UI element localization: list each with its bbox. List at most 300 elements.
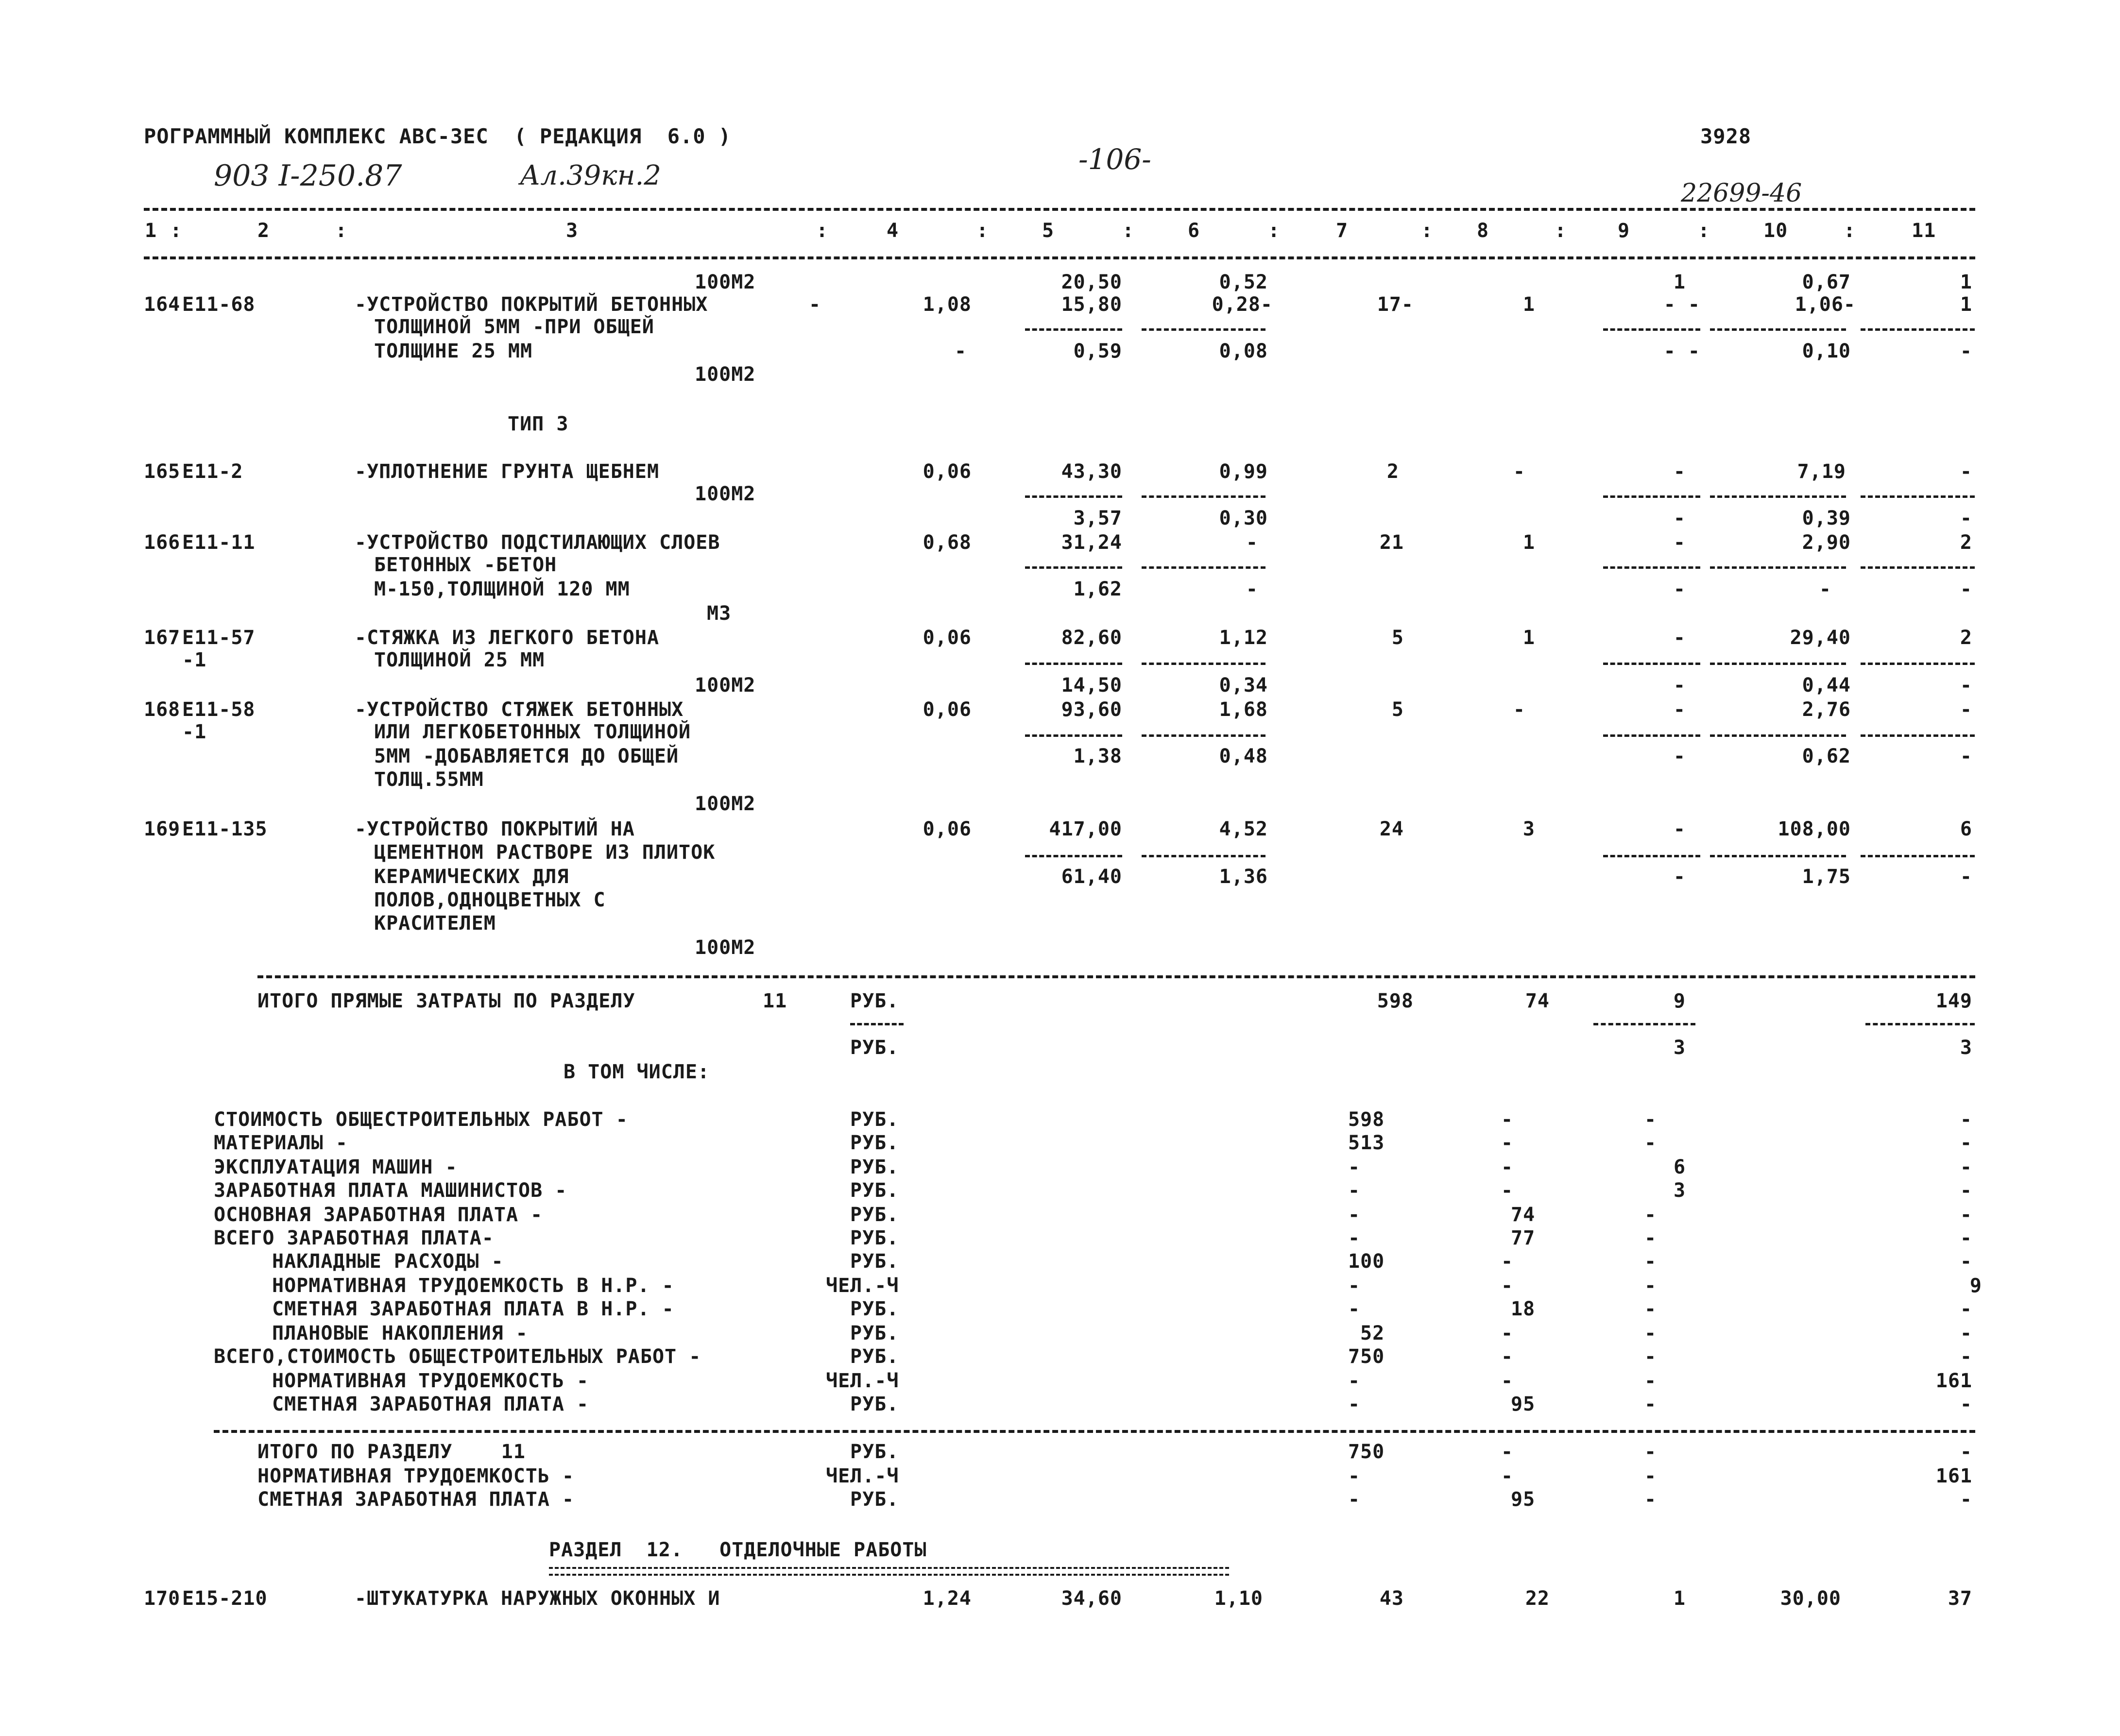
cell-value: 1: [1960, 271, 1972, 293]
cell-value: -: [1673, 866, 1686, 888]
cell-value: -: [1348, 1156, 1361, 1178]
cell-value: 0,39: [1802, 507, 1851, 529]
cell-value: -: [1960, 1488, 1972, 1511]
row-description: -УСТРОЙСТВО ПОКРЫТИЙ БЕТОННЫХ: [355, 293, 708, 316]
cell-value: -: [1960, 340, 1972, 362]
unit-label: 100М2: [695, 936, 756, 959]
cell-rule: [1710, 734, 1846, 737]
row-description: ТОЛЩИНОЙ 5ММ -ПРИ ОБЩЕЙ: [374, 316, 654, 338]
column-separator: :: [1844, 220, 1856, 242]
cell-value: 100: [1348, 1250, 1385, 1273]
cell-rule: [1142, 663, 1265, 665]
cell-value: 82,60: [1061, 627, 1122, 649]
cell-value: -: [1673, 698, 1686, 721]
cell-value: -: [1960, 1250, 1972, 1273]
unit-label: РУБ.: [850, 1179, 899, 1202]
row-description: ТОЛЩИНОЙ 25 ММ: [374, 649, 545, 671]
cell-rule: [1142, 328, 1265, 331]
item-label: ИТОГО ПО РАЗДЕЛУ 11: [257, 1441, 526, 1463]
cell-rule: [1025, 495, 1122, 498]
cell-value: -: [1960, 1441, 1972, 1463]
cell-value: -: [1960, 1156, 1972, 1178]
cell-value: -: [1501, 1250, 1514, 1273]
row-number: 164: [144, 293, 181, 316]
cell-value: -: [1644, 1227, 1657, 1249]
row-number: 165: [144, 460, 181, 483]
cell-value: 9: [1969, 1275, 1982, 1297]
row-description: -СТЯЖКА ИЗ ЛЕГКОГО БЕТОНА: [355, 627, 660, 649]
cell-value: 0,30: [1219, 507, 1268, 529]
cell-value: -: [1501, 1179, 1514, 1202]
cell-value: -: [1501, 1275, 1514, 1297]
row-code: Е15-210: [182, 1587, 268, 1610]
cell-value: -: [1348, 1370, 1361, 1392]
unit-label: ЧЕЛ.-Ч: [826, 1370, 899, 1392]
cell-value: 43: [1379, 1587, 1404, 1610]
cell-value: -: [1644, 1132, 1657, 1154]
cell-rule: [1861, 495, 1975, 498]
cell-value: 2: [1960, 531, 1972, 554]
cell-rule: [1025, 734, 1122, 737]
cell-value: 29,40: [1790, 627, 1851, 649]
column-separator: :: [976, 220, 989, 242]
row-code: Е11-68: [182, 293, 256, 316]
column-4: 4: [887, 220, 899, 242]
unit-label: РУБ.: [850, 1393, 899, 1415]
totals-section: 11: [763, 990, 787, 1012]
item-label: ПЛАНОВЫЕ НАКОПЛЕНИЯ -: [272, 1322, 528, 1345]
cell-rule: [1710, 663, 1846, 665]
cell-value: 2,90: [1802, 531, 1851, 554]
unit-label: РУБ.: [850, 1298, 899, 1320]
cell-value: -: [1960, 698, 1972, 721]
cell-value: 417,00: [1049, 818, 1122, 840]
cell-value: 0,62: [1802, 745, 1851, 767]
item-label: ВСЕГО ЗАРАБОТНАЯ ПЛАТА-: [214, 1227, 494, 1249]
item-label: НОРМАТИВНАЯ ТРУДОЕМКОСТЬ В Н.Р. -: [272, 1275, 674, 1297]
cell-value: 1,75: [1802, 866, 1851, 888]
cell-value: -: [1673, 627, 1686, 649]
cell-value: 61,40: [1061, 866, 1122, 888]
cell-value: -: [1246, 531, 1258, 554]
cell-value: -: [1819, 578, 1831, 600]
column-8: 8: [1477, 220, 1489, 242]
row-code: Е11-57: [182, 627, 256, 649]
item-label: НОРМАТИВНАЯ ТРУДОЕМКОСТЬ -: [272, 1370, 589, 1392]
cell-rule: [1710, 328, 1846, 331]
unit-label: РУБ.: [850, 1322, 899, 1345]
section-heading-underline: [549, 1567, 1229, 1576]
cell-value: -: [1644, 1298, 1657, 1320]
cell-value: 1: [1522, 293, 1535, 316]
cell-value: 0,48: [1219, 745, 1268, 767]
cell-value: -: [1501, 1465, 1514, 1487]
cell-value: -: [1644, 1345, 1657, 1368]
cell-value: -: [1960, 1298, 1972, 1320]
cell-value: -: [1501, 1132, 1514, 1154]
cell-rule: [1142, 495, 1265, 498]
row-description: ТОЛЩИНЕ 25 ММ: [374, 340, 533, 362]
cell-value: 6: [1674, 1156, 1686, 1178]
cell-value: 5: [1391, 627, 1404, 649]
cell-value: 7,19: [1797, 460, 1846, 483]
cell-value: 0,68: [923, 531, 972, 554]
item-label: ЗАРАБОТНАЯ ПЛАТА МАШИНИСТОВ -: [214, 1179, 567, 1202]
cell-value: - -: [1663, 340, 1700, 362]
row-description: -ШТУКАТУРКА НАРУЖНЫХ ОКОННЫХ И: [355, 1587, 720, 1610]
cell-rule: [1603, 328, 1700, 331]
cell-value: -: [1501, 1156, 1514, 1178]
item-label: МАТЕРИАЛЫ -: [214, 1132, 348, 1154]
cell-value: 1,12: [1219, 627, 1268, 649]
cell-value: -: [1644, 1441, 1657, 1463]
cell-value: -: [1673, 745, 1686, 767]
row-description: БЕТОННЫХ -БЕТОН: [374, 554, 557, 576]
cell-value: 34,60: [1061, 1587, 1122, 1610]
cell-value: 37: [1948, 1587, 1972, 1610]
cell-value: 3: [1674, 1179, 1686, 1202]
cell-value: -: [1348, 1465, 1361, 1487]
unit-label: ЧЕЛ.-Ч: [826, 1275, 899, 1297]
cell-value: -: [1673, 460, 1686, 483]
header-top-rule: [144, 208, 1975, 211]
column-10: 10: [1763, 220, 1788, 242]
cell-value: -: [1960, 1204, 1972, 1226]
unit-label: 100М2: [695, 674, 756, 697]
unit-label: 100М2: [695, 271, 756, 293]
cell-value: 0,28-: [1212, 293, 1273, 316]
cell-value: -: [1960, 1108, 1972, 1131]
item-label: ЭКСПЛУАТАЦИЯ МАШИН -: [214, 1156, 458, 1178]
cell-value: 750: [1348, 1441, 1385, 1463]
row-code: -1: [182, 649, 207, 671]
type-heading: ТИП 3: [508, 413, 569, 435]
cell-value: 24: [1379, 818, 1404, 840]
item-label: ВСЕГО,СТОИМОСТЬ ОБЩЕСТРОИТЕЛЬНЫХ РАБОТ -: [214, 1345, 701, 1368]
cell-value: 1,10: [1214, 1587, 1263, 1610]
unit-label: РУБ.: [850, 1345, 899, 1368]
row-description: ЦЕМЕНТНОМ РАСТВОРЕ ИЗ ПЛИТОК: [374, 841, 716, 864]
cell-rule: [1603, 566, 1700, 569]
column-separator: :: [335, 220, 348, 242]
cell-rule: [1861, 566, 1975, 569]
cell-value: -: [1501, 1345, 1514, 1368]
column-11: 11: [1912, 220, 1936, 242]
cell-value: 161: [1935, 1465, 1972, 1487]
unit-label: РУБ.: [850, 1250, 899, 1273]
item-label: СМЕТНАЯ ЗАРАБОТНАЯ ПЛАТА -: [257, 1488, 575, 1511]
cell-value: 22: [1525, 1587, 1550, 1610]
row-code: Е11-135: [182, 818, 268, 840]
cell-value: 0,59: [1073, 340, 1122, 362]
column-separator: :: [1268, 220, 1281, 242]
cell-value: -: [1644, 1393, 1657, 1415]
cell-rule: [1603, 855, 1700, 857]
inventory-number: 22699-46: [1681, 179, 1802, 208]
column-separator: :: [1555, 220, 1567, 242]
row-description: -УСТРОЙСТВО СТЯЖЕК БЕТОННЫХ: [355, 698, 684, 721]
cell-value: 6: [1960, 818, 1972, 840]
column-1: 1: [145, 220, 157, 242]
cell-value: -: [1960, 1393, 1972, 1415]
cell-value: -: [1501, 1370, 1514, 1392]
cell-rule: [1861, 855, 1975, 857]
including-heading: В ТОМ ЧИСЛЕ:: [564, 1061, 710, 1083]
row-description: -УСТРОЙСТВО ПОДСТИЛАЮЩИХ СЛОЕВ: [355, 531, 720, 554]
cell-value: 0,06: [923, 460, 972, 483]
cell-value: -: [1348, 1488, 1361, 1511]
cell-value: 43,30: [1061, 460, 1122, 483]
cell-value: 1: [1673, 1587, 1686, 1610]
cell-value: -: [1960, 507, 1972, 529]
cell-value: 30,00: [1780, 1587, 1841, 1610]
cell-value: -: [1644, 1465, 1657, 1487]
cell-rule: [1142, 566, 1265, 569]
row-number: 170: [144, 1587, 181, 1610]
item-label: НАКЛАДНЫЕ РАСХОДЫ -: [272, 1250, 504, 1273]
row-number: 167: [144, 627, 181, 649]
row-number: 166: [144, 531, 181, 554]
unit-label: ЧЕЛ.-Ч: [826, 1465, 899, 1487]
cell-value: 0,08: [1219, 340, 1268, 362]
cell-value: 0,52: [1219, 271, 1268, 293]
unit-label: РУБ.: [850, 1488, 899, 1511]
cell-value: 2,76: [1802, 698, 1851, 721]
cell-value: 20,50: [1061, 271, 1122, 293]
cell-value: 1,36: [1219, 866, 1268, 888]
column-separator: :: [170, 220, 183, 242]
unit-label: РУБ.: [850, 1441, 899, 1463]
cell-value: -: [1673, 818, 1686, 840]
cell-value: 77: [1511, 1227, 1536, 1249]
column-separator: :: [816, 220, 829, 242]
row-code: Е11-11: [182, 531, 256, 554]
cell-rule: [1865, 1023, 1975, 1025]
row-description: 5ММ -ДОБАВЛЯЕТСЯ ДО ОБЩЕЙ: [374, 745, 679, 767]
cell-value: 3,57: [1073, 507, 1122, 529]
cell-value: 1,38: [1073, 745, 1122, 767]
cell-value: 1: [1673, 271, 1686, 293]
item-label: ОСНОВНАЯ ЗАРАБОТНАЯ ПЛАТА -: [214, 1204, 543, 1226]
cell-value: -: [1501, 1322, 1514, 1345]
cell-value: 1: [1522, 627, 1535, 649]
column-7: 7: [1336, 220, 1349, 242]
cell-value: -: [1960, 1322, 1972, 1345]
unit-label: 100М2: [695, 363, 756, 386]
cell-value: -: [1960, 866, 1972, 888]
cell-value: 14,50: [1061, 674, 1122, 697]
cell-value: 750: [1348, 1345, 1385, 1368]
item-label: СМЕТНАЯ ЗАРАБОТНАЯ ПЛАТА В Н.Р. -: [272, 1298, 674, 1320]
cell-value: -: [1644, 1322, 1657, 1345]
row-description: М-150,ТОЛЩИНОЙ 120 ММ: [374, 578, 630, 600]
cell-rule: [1710, 855, 1846, 857]
album-reference: Ал.39кн.2: [520, 160, 661, 191]
column-3: 3: [566, 220, 579, 242]
unit-label: РУБ.: [850, 1037, 899, 1059]
cell-value: 31,24: [1061, 531, 1122, 554]
cell-value: -: [1960, 1132, 1972, 1154]
cell-value: -: [1644, 1488, 1657, 1511]
cell-value: -: [1673, 531, 1686, 554]
cell-rule: [1142, 855, 1265, 857]
unit-label: 100М2: [695, 793, 756, 815]
cell-value: -: [1501, 1441, 1514, 1463]
cell-rule: [1025, 566, 1122, 569]
cell-value: 5: [1391, 698, 1404, 721]
column-separator: :: [1421, 220, 1434, 242]
cell-value: -: [955, 340, 967, 362]
cell-value: -: [809, 293, 821, 316]
cell-rule: [1710, 495, 1846, 498]
cell-value: -: [1348, 1179, 1361, 1202]
cell-value: -: [1644, 1108, 1657, 1131]
cell-value: 0,44: [1802, 674, 1851, 697]
cell-value: 598: [1348, 1108, 1385, 1131]
cell-value: 74: [1511, 1204, 1536, 1226]
cell-value: 0,34: [1219, 674, 1268, 697]
row-description: -УСТРОЙСТВО ПОКРЫТИЙ НА: [355, 818, 635, 840]
project-code: 903 I-250.87: [214, 159, 402, 193]
cell-value: -: [1644, 1250, 1657, 1273]
cell-value: -: [1644, 1275, 1657, 1297]
section-total-rule: [214, 1430, 1975, 1433]
cell-rule: [1710, 566, 1846, 569]
row-number: 168: [144, 698, 181, 721]
cell-rule: [1861, 328, 1975, 331]
cell-rule: [1593, 1023, 1695, 1025]
column-6: 6: [1188, 220, 1200, 242]
cell-value: -: [1348, 1204, 1361, 1226]
cell-value: -: [1501, 1108, 1514, 1131]
unit-label: РУБ.: [850, 990, 899, 1012]
program-title: РОГРАММНЫЙ КОМПЛЕКС АВС-ЗЕС ( РЕДАКЦИЯ 6.0 ): [144, 124, 732, 148]
cell-value: 1: [1960, 293, 1972, 316]
cell-value: -: [1673, 578, 1686, 600]
cell-value: -: [1673, 674, 1686, 697]
cell-value: 1,06-: [1795, 293, 1856, 316]
item-label: СМЕТНАЯ ЗАРАБОТНАЯ ПЛАТА -: [272, 1393, 589, 1415]
cell-value: -: [1960, 674, 1972, 697]
cell-value: 18: [1511, 1298, 1536, 1320]
cell-value: 0,06: [923, 818, 972, 840]
column-5: 5: [1042, 220, 1055, 242]
unit-label: РУБ.: [850, 1132, 899, 1154]
row-number: 169: [144, 818, 181, 840]
row-description: ПОЛОВ,ОДНОЦВЕТНЫХ С: [374, 889, 606, 911]
cell-value: 0,06: [923, 698, 972, 721]
cell-value: 4,52: [1219, 818, 1268, 840]
cell-value: 0,06: [923, 627, 972, 649]
cell-value: -: [1513, 460, 1525, 483]
cell-rule: [1861, 734, 1975, 737]
cell-value: 1,68: [1219, 698, 1268, 721]
cell-value: 513: [1348, 1132, 1385, 1154]
cell-value: -: [1348, 1393, 1361, 1415]
row-description: КРАСИТЕЛЕМ: [374, 912, 496, 935]
cell-value: 161: [1935, 1370, 1972, 1392]
cell-value: 9: [1673, 990, 1686, 1012]
cell-value: -: [1960, 578, 1972, 600]
cell-value: -: [1246, 578, 1258, 600]
cell-value: 598: [1377, 990, 1414, 1012]
cell-value: 3: [1960, 1037, 1972, 1059]
row-description: ИЛИ ЛЕГКОБЕТОННЫХ ТОЛЩИНОЙ: [374, 721, 691, 743]
item-label: НОРМАТИВНАЯ ТРУДОЕМКОСТЬ -: [257, 1465, 575, 1487]
section-heading: РАЗДЕЛ 12. ОТДЕЛОЧНЫЕ РАБОТЫ: [549, 1539, 927, 1561]
unit-label: 100М2: [695, 483, 756, 505]
column-2: 2: [257, 220, 270, 242]
column-9: 9: [1618, 220, 1630, 242]
row-code: -1: [182, 721, 207, 743]
column-separator: :: [1698, 220, 1710, 242]
cell-value: 52: [1360, 1322, 1385, 1345]
cell-value: -: [1960, 745, 1972, 767]
page-number: -106-: [1078, 143, 1151, 176]
cell-value: 0,67: [1802, 271, 1851, 293]
unit-label: РУБ.: [850, 1156, 899, 1178]
cell-value: -: [1960, 460, 1972, 483]
row-description: ТОЛЩ.55ММ: [374, 768, 484, 791]
cell-value: 95: [1511, 1393, 1536, 1415]
cell-value: 149: [1935, 990, 1972, 1012]
cell-rule: [1861, 663, 1975, 665]
cell-rule: [1025, 328, 1122, 331]
cell-value: -: [1673, 507, 1686, 529]
cell-rule: [1603, 495, 1700, 498]
row-description: КЕРАМИЧЕСКИХ ДЛЯ: [374, 866, 569, 888]
row-description: -УПЛОТНЕНИЕ ГРУНТА ЩЕБНЕМ: [355, 460, 660, 483]
cell-value: 1,08: [923, 293, 972, 316]
cell-value: -: [1644, 1370, 1657, 1392]
cell-value: -: [1348, 1227, 1361, 1249]
cell-rule: [1142, 734, 1265, 737]
unit-label: РУБ.: [850, 1227, 899, 1249]
cell-value: 74: [1525, 990, 1550, 1012]
cell-value: 3: [1673, 1037, 1686, 1059]
cell-value: 1: [1522, 531, 1535, 554]
cell-rule: [1603, 734, 1700, 737]
cell-value: 17-: [1377, 293, 1414, 316]
cell-rule: [1025, 855, 1122, 857]
cell-value: 93,60: [1061, 698, 1122, 721]
document-number: 3928: [1700, 124, 1752, 148]
cell-value: 1,62: [1073, 578, 1122, 600]
cell-rule: [1025, 663, 1122, 665]
cell-value: - -: [1663, 293, 1700, 316]
cell-value: -: [1348, 1298, 1361, 1320]
cell-rule: [1603, 663, 1700, 665]
cell-value: 2: [1960, 627, 1972, 649]
cell-value: -: [1513, 698, 1525, 721]
row-code: Е11-2: [182, 460, 243, 483]
cell-value: -: [1960, 1227, 1972, 1249]
cell-value: 3: [1522, 818, 1535, 840]
column-separator: :: [1122, 220, 1135, 242]
unit-label: РУБ.: [850, 1108, 899, 1131]
unit-label: РУБ.: [850, 1204, 899, 1226]
cell-value: 15,80: [1061, 293, 1122, 316]
cell-value: 0,10: [1802, 340, 1851, 362]
cell-value: 2: [1386, 460, 1399, 483]
item-label: СТОИМОСТЬ ОБЩЕСТРОИТЕЛЬНЫХ РАБОТ -: [214, 1108, 628, 1131]
cell-value: 108,00: [1778, 818, 1851, 840]
cell-value: 95: [1511, 1488, 1536, 1511]
cell-rule: [850, 1023, 904, 1025]
row-code: Е11-58: [182, 698, 256, 721]
cell-value: -: [1960, 1345, 1972, 1368]
cell-value: -: [1348, 1275, 1361, 1297]
